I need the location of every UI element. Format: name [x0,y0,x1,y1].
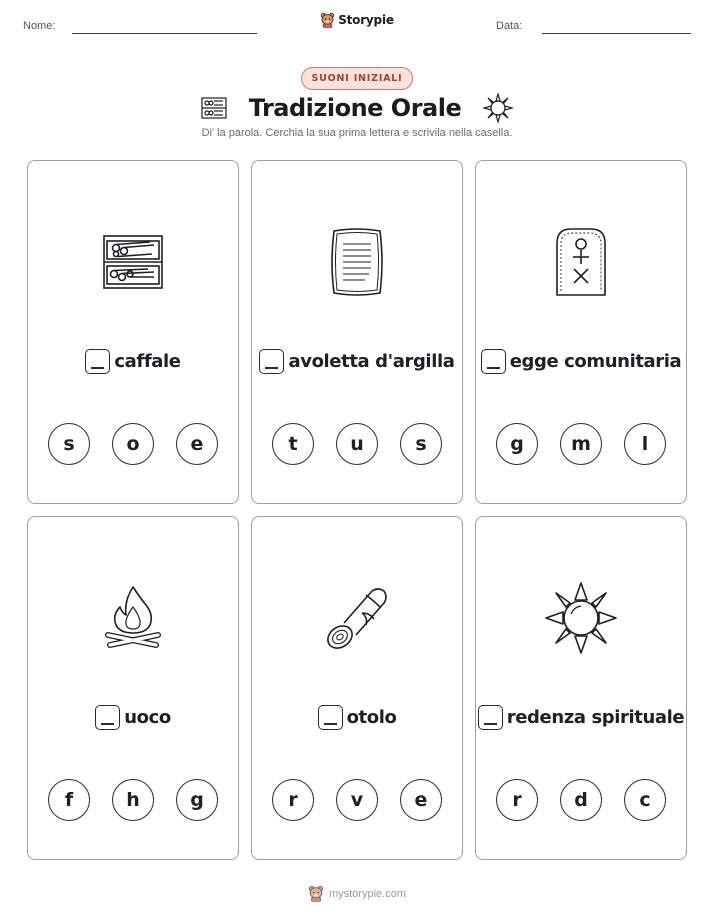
letter-choice[interactable]: s [400,423,442,465]
letter-choice[interactable]: h [112,779,154,821]
answer-box[interactable] [95,705,120,730]
date-line[interactable] [542,33,691,34]
word-card [251,516,463,860]
letter-choice[interactable]: e [176,423,218,465]
answer-box[interactable] [478,705,503,730]
instructions: Di' la parola. Cerchia la sua prima lettera e scrivila nella casella. [201,127,513,139]
answer-box[interactable] [259,349,284,374]
letter-choice[interactable]: s [48,423,90,465]
letter-choice[interactable]: u [336,423,378,465]
category-badge: SUONI INIZIALI [301,67,412,90]
letter-choice[interactable]: f [48,779,90,821]
letter-choice[interactable]: v [336,779,378,821]
word-text: redenza spirituale [506,706,685,728]
letter-choice[interactable]: d [560,779,602,821]
letter-choice[interactable]: r [496,779,538,821]
letter-choice[interactable]: l [624,423,666,465]
word-text: caffale [114,350,181,372]
campfire-icon [104,585,162,651]
bear-mascot-icon [308,885,324,902]
footer-url[interactable]: mystorypie.com [328,887,407,900]
letter-choice[interactable]: t [272,423,314,465]
sun-icon [544,581,618,655]
word-card [475,516,687,860]
clay-tablet-icon [329,228,385,296]
word-text: otolo [346,706,397,728]
letter-choice[interactable]: m [560,423,602,465]
word-card [475,160,687,504]
letter-choice[interactable]: g [496,423,538,465]
answer-box[interactable] [85,349,110,374]
bookshelf-icon [201,97,227,119]
scroll-icon [322,583,392,653]
word-text: egge comunitaria [509,350,682,372]
word-text: avoletta d'argilla [288,350,455,372]
word-card [27,516,239,860]
letter-choice[interactable]: c [624,779,666,821]
page-title: Tradizione Orale [248,94,462,122]
name-line[interactable] [72,33,257,34]
letter-choice[interactable]: e [400,779,442,821]
answer-box[interactable] [481,349,506,374]
brand-logo [0,12,714,32]
bear-mascot-icon [320,12,335,28]
letter-choice[interactable]: o [112,423,154,465]
letter-choice[interactable]: g [176,779,218,821]
brand-name: Storypie [338,13,394,27]
date-label: Data: [496,20,523,32]
name-label: Nome: [23,20,56,32]
word-card [27,160,239,504]
word-card [251,160,463,504]
bookshelf-icon [102,233,164,291]
letter-choice[interactable]: r [272,779,314,821]
answer-box[interactable] [318,705,343,730]
word-text: uoco [124,706,171,728]
sun-icon [483,93,513,123]
stone-tablet-icon [553,227,609,297]
footer [0,885,714,902]
